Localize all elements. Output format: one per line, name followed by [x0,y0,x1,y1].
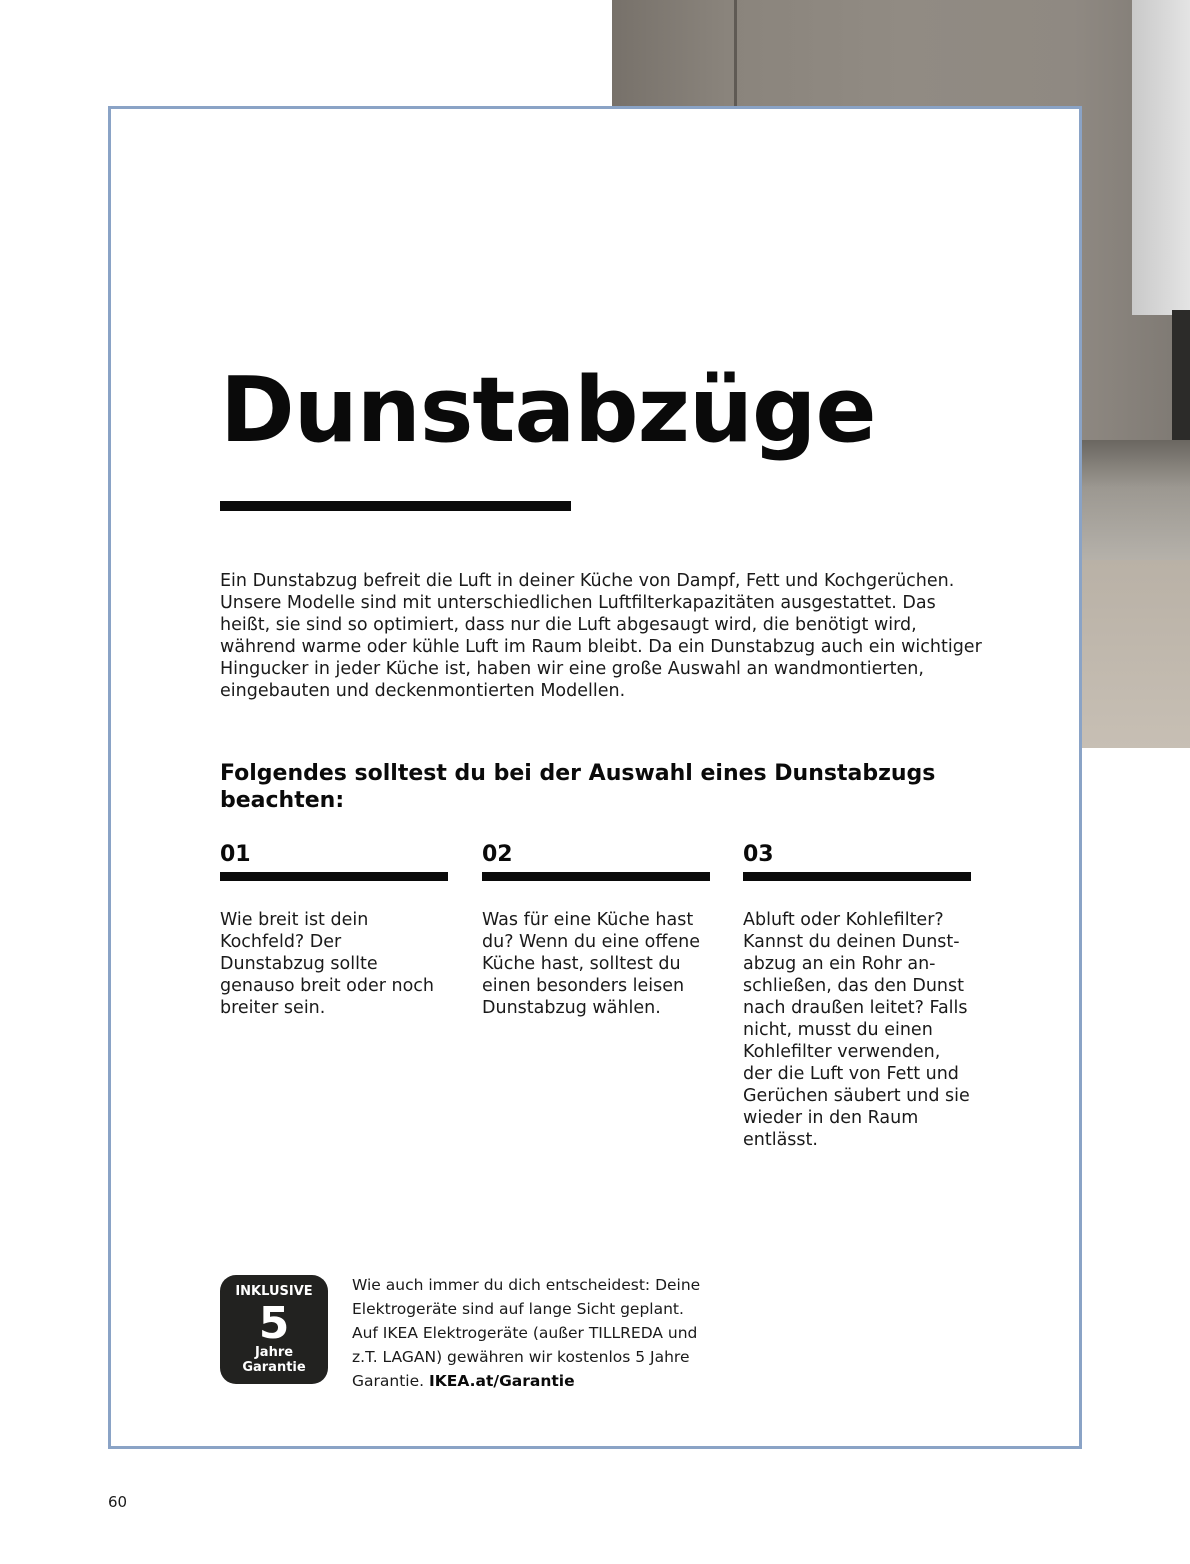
tip-rule [482,872,710,881]
cabinet-edge [1172,310,1190,450]
light-cabinet [1132,0,1190,315]
badge-line-2: Garantie [242,1360,306,1375]
warranty-note-text: Wie auch immer du dich entscheidest: Deine Elektrogeräte sind auf lange Sicht geplant. Auf IKEA Elektrogeräte (außer TILLREDA und z.T. LAGAN) gewähren wir kostenlos 5 Jahre Garantie. [352,1276,701,1390]
warranty-link[interactable]: IKEA.at/Garantie [429,1372,575,1390]
tip-text: Was für eine Küche hast du? Wenn du eine offene Küche hast, solltest du einen besonders leisen Dunstabzug wählen. [482,910,701,1018]
warranty-note [352,1273,712,1393]
tip-rule [220,872,448,881]
tip-number: 03 [743,842,774,867]
badge-top-label: INKLUSIVE [235,1284,313,1299]
tip-text: Abluft oder Kohlefilter? Kannst du deinen Dunst-abzug an ein Rohr an-schließen, das den Dunst nach draußen leitet? Falls nicht, musst du einen Kohlefilter verwenden, der die Luft von Fett und Gerüchen säubert und sie wieder in den Raum entlässt. [743,910,970,1150]
countertop [1082,560,1190,748]
warranty-badge [220,1275,328,1384]
intro-paragraph: Ein Dunstabzug befreit die Luft in deiner Küche von Dampf, Fett und Kochgerüchen. Unsere Modelle sind mit unterschiedlichen Luftfilterkapazitäten ausgestattet. Das heißt, sie sind so optimiert, dass nur die Luft abgesaugt wird, die benötigt wird, während warme oder kühle Luft im Raum bleibt. Da ein Dunstabzug auch ein wichtiger Hingucker in jeder Küche ist, haben wir eine große Auswahl an wandmontierten, eingebauten und deckenmontierten Modellen. [220,571,982,701]
cabinet-seam [734,0,737,110]
tip-number: 02 [482,842,513,867]
tip-rule [743,872,971,881]
tip-column-3 [743,842,971,1151]
page-title: Dunstabzüge [220,358,876,463]
tip-column-2 [482,842,710,1019]
title-underline [220,501,571,511]
tips-heading: Folgendes solltest du bei der Auswahl eines Dunstabzugs beachten: [220,761,936,813]
extractor-hood [1082,440,1190,560]
page-number: 60 [108,1493,128,1511]
badge-number: 5 [258,1298,290,1349]
tip-column-1 [220,842,448,1019]
badge-line-1: Jahre [254,1345,294,1360]
tip-number: 01 [220,842,251,867]
tip-text: Wie breit ist dein Kochfeld? Der Dunstabzug sollte genauso breit oder noch breiter sein. [220,910,434,1018]
